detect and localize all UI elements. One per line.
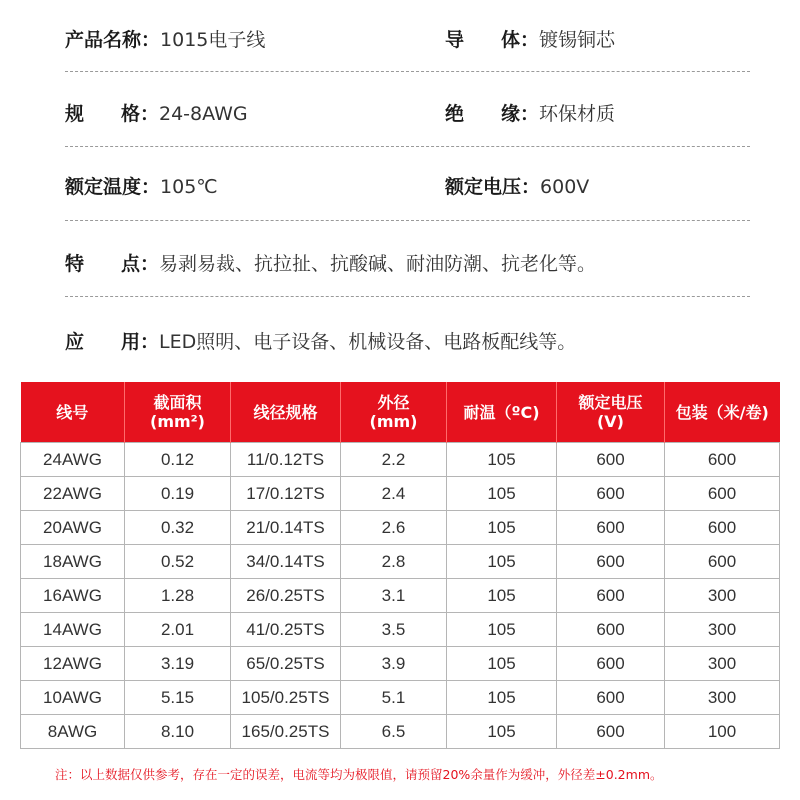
table-body bbox=[21, 443, 780, 749]
cell-strand-spec: 21/0.14TS bbox=[231, 511, 341, 545]
spec-features bbox=[65, 244, 596, 284]
cell-packaging: 600 bbox=[665, 511, 780, 545]
cell-rated-voltage: 600 bbox=[557, 647, 665, 681]
table-row bbox=[21, 443, 780, 477]
cell-packaging: 300 bbox=[665, 647, 780, 681]
cell-rated-voltage: 600 bbox=[557, 545, 665, 579]
table-row bbox=[21, 715, 780, 749]
spec-insulation bbox=[445, 94, 615, 134]
cell-outer-diameter: 6.5 bbox=[341, 715, 447, 749]
spec-application bbox=[65, 322, 576, 362]
header-temp-rating: 耐温（ºC) bbox=[447, 382, 557, 443]
table-row bbox=[21, 613, 780, 647]
cell-temp-rating: 105 bbox=[447, 681, 557, 715]
cell-rated-voltage: 600 bbox=[557, 443, 665, 477]
cell-cross-section: 0.52 bbox=[125, 545, 231, 579]
header-outer-diameter: 外径 (mm) bbox=[341, 382, 447, 443]
cell-strand-spec: 165/0.25TS bbox=[231, 715, 341, 749]
cell-temp-rating: 105 bbox=[447, 715, 557, 749]
divider bbox=[65, 71, 750, 72]
cell-temp-rating: 105 bbox=[447, 443, 557, 477]
cell-packaging: 600 bbox=[665, 443, 780, 477]
table-row bbox=[21, 681, 780, 715]
cell-cross-section: 2.01 bbox=[125, 613, 231, 647]
header-packaging: 包装（米/卷) bbox=[665, 382, 780, 443]
cell-cross-section: 8.10 bbox=[125, 715, 231, 749]
spec-label-conductor: 导 体： bbox=[445, 29, 539, 51]
spec-product-name bbox=[65, 20, 265, 60]
spec-value-application: LED照明、电子设备、机械设备、电路板配线等。 bbox=[159, 331, 577, 353]
cell-strand-spec: 105/0.25TS bbox=[231, 681, 341, 715]
footnote: 注：以上数据仅供参考，存在一定的误差，电流等均为极限值，请预留20%余量作为缓冲，外径差±0.2mm。 bbox=[55, 767, 663, 782]
spec-conductor bbox=[445, 20, 615, 60]
cell-packaging: 300 bbox=[665, 579, 780, 613]
cell-cross-section: 1.28 bbox=[125, 579, 231, 613]
spec-label-insulation: 绝 缘： bbox=[445, 103, 539, 125]
spec-label-temp: 额定温度： bbox=[65, 176, 161, 198]
table-row bbox=[21, 511, 780, 545]
cell-gauge: 8AWG bbox=[21, 715, 125, 749]
header-cross-section: 截面积 (mm²) bbox=[125, 382, 231, 443]
cell-cross-section: 3.19 bbox=[125, 647, 231, 681]
divider bbox=[65, 220, 750, 221]
cell-strand-spec: 11/0.12TS bbox=[231, 443, 341, 477]
table-row bbox=[21, 545, 780, 579]
cell-rated-voltage: 600 bbox=[557, 579, 665, 613]
divider bbox=[65, 296, 750, 297]
header-gauge: 线号 bbox=[21, 382, 125, 443]
cell-strand-spec: 41/0.25TS bbox=[231, 613, 341, 647]
cell-outer-diameter: 5.1 bbox=[341, 681, 447, 715]
spec-gauge-range bbox=[65, 94, 248, 134]
cell-rated-voltage: 600 bbox=[557, 681, 665, 715]
cell-rated-voltage: 600 bbox=[557, 715, 665, 749]
cell-cross-section: 0.12 bbox=[125, 443, 231, 477]
cell-packaging: 600 bbox=[665, 477, 780, 511]
cell-gauge: 14AWG bbox=[21, 613, 125, 647]
cell-gauge: 12AWG bbox=[21, 647, 125, 681]
spec-label-feature: 特 点： bbox=[65, 253, 159, 275]
cell-gauge: 24AWG bbox=[21, 443, 125, 477]
spec-value-feature: 易剥易裁、抗拉扯、抗酸碱、耐油防潮、抗老化等。 bbox=[159, 253, 597, 275]
cell-packaging: 300 bbox=[665, 681, 780, 715]
cell-strand-spec: 65/0.25TS bbox=[231, 647, 341, 681]
cell-gauge: 16AWG bbox=[21, 579, 125, 613]
cell-packaging: 600 bbox=[665, 545, 780, 579]
cell-rated-voltage: 600 bbox=[557, 477, 665, 511]
divider bbox=[65, 146, 750, 147]
cell-outer-diameter: 2.2 bbox=[341, 443, 447, 477]
spec-value-temp: 105℃ bbox=[160, 176, 218, 198]
cell-gauge: 10AWG bbox=[21, 681, 125, 715]
cell-outer-diameter: 2.4 bbox=[341, 477, 447, 511]
cell-outer-diameter: 2.6 bbox=[341, 511, 447, 545]
spec-label-spec: 规 格： bbox=[65, 103, 159, 125]
cell-strand-spec: 17/0.12TS bbox=[231, 477, 341, 511]
cell-outer-diameter: 3.9 bbox=[341, 647, 447, 681]
spec-value-spec: 24-8AWG bbox=[159, 103, 248, 125]
cell-cross-section: 5.15 bbox=[125, 681, 231, 715]
cell-gauge: 20AWG bbox=[21, 511, 125, 545]
cell-strand-spec: 26/0.25TS bbox=[231, 579, 341, 613]
cell-gauge: 22AWG bbox=[21, 477, 125, 511]
cell-temp-rating: 105 bbox=[447, 511, 557, 545]
cell-cross-section: 0.32 bbox=[125, 511, 231, 545]
cell-outer-diameter: 3.1 bbox=[341, 579, 447, 613]
table-row bbox=[21, 579, 780, 613]
cell-temp-rating: 105 bbox=[447, 647, 557, 681]
spec-label-voltage: 额定电压： bbox=[445, 176, 541, 198]
wire-spec-table bbox=[20, 382, 780, 749]
cell-temp-rating: 105 bbox=[447, 545, 557, 579]
cell-packaging: 300 bbox=[665, 613, 780, 647]
cell-strand-spec: 34/0.14TS bbox=[231, 545, 341, 579]
cell-cross-section: 0.19 bbox=[125, 477, 231, 511]
cell-packaging: 100 bbox=[665, 715, 780, 749]
spec-rated-temp bbox=[65, 167, 218, 207]
spec-value-insulation: 环保材质 bbox=[539, 103, 616, 125]
spec-label-name: 产品名称： bbox=[65, 29, 161, 51]
cell-gauge: 18AWG bbox=[21, 545, 125, 579]
spec-value-name: 1015电子线 bbox=[160, 29, 266, 51]
cell-outer-diameter: 2.8 bbox=[341, 545, 447, 579]
cell-rated-voltage: 600 bbox=[557, 613, 665, 647]
cell-temp-rating: 105 bbox=[447, 477, 557, 511]
spec-value-conductor: 镀锡铜芯 bbox=[539, 29, 616, 51]
header-strand-spec: 线径规格 bbox=[231, 382, 341, 443]
table-row bbox=[21, 477, 780, 511]
spec-label-application: 应 用： bbox=[65, 331, 159, 353]
cell-outer-diameter: 3.5 bbox=[341, 613, 447, 647]
cell-rated-voltage: 600 bbox=[557, 511, 665, 545]
cell-temp-rating: 105 bbox=[447, 613, 557, 647]
spec-rated-voltage bbox=[445, 167, 589, 207]
table-row bbox=[21, 647, 780, 681]
header-rated-voltage: 额定电压 (V) bbox=[557, 382, 665, 443]
table-header-row bbox=[21, 382, 780, 443]
cell-temp-rating: 105 bbox=[447, 579, 557, 613]
spec-value-voltage: 600V bbox=[540, 176, 590, 198]
